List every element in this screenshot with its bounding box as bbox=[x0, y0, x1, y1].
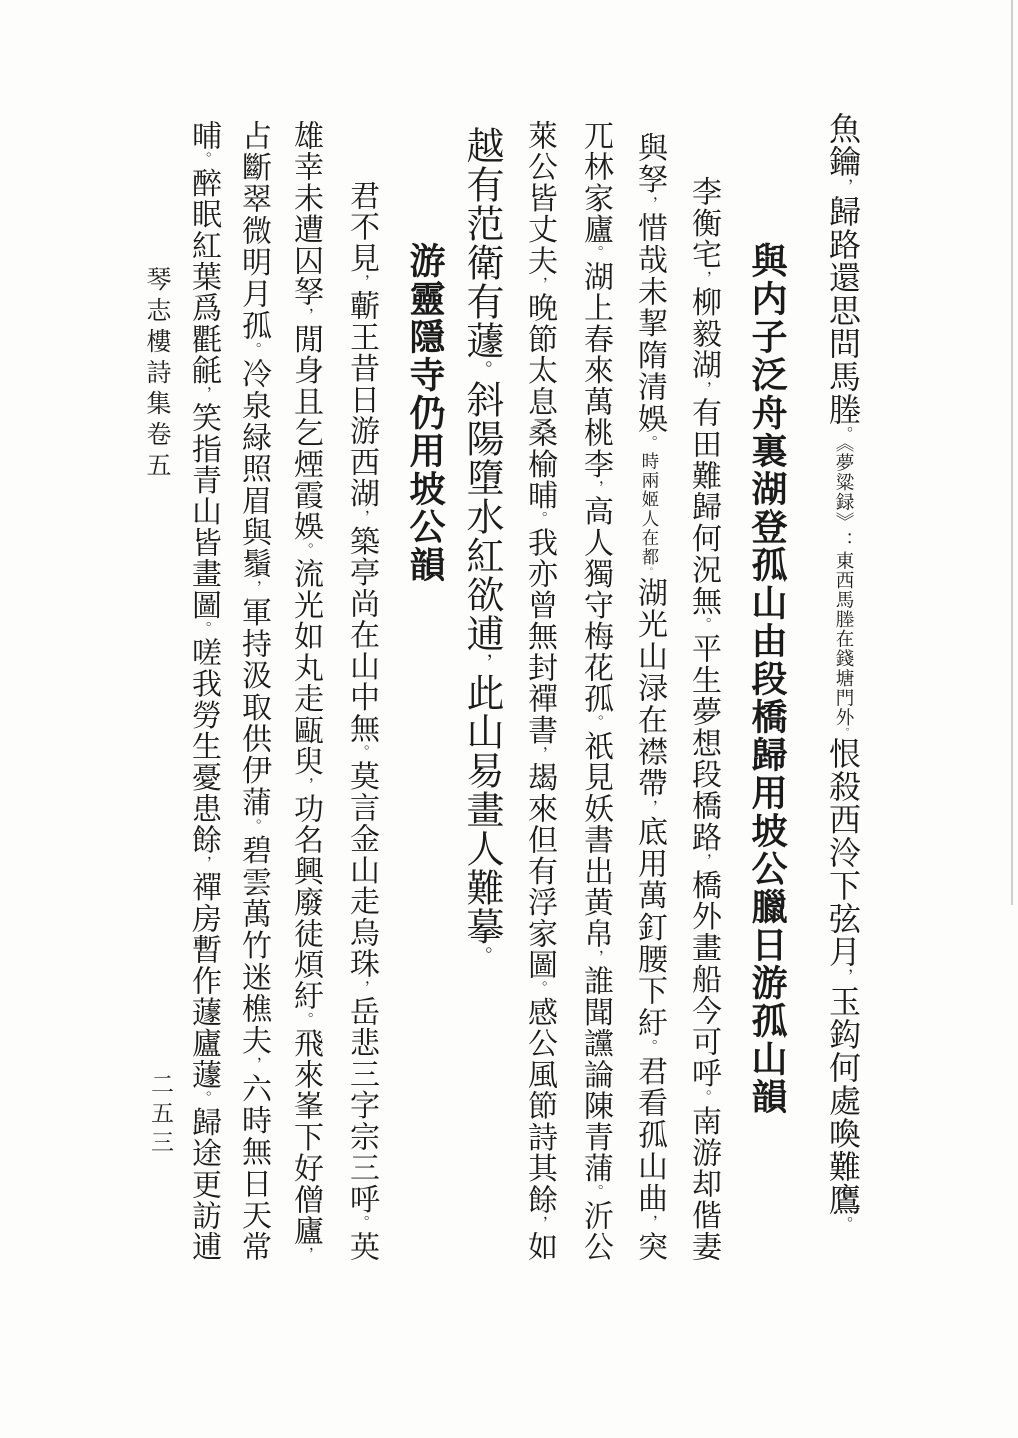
text-column bbox=[226, 120, 280, 1262]
text-segment: 越有范衛有蘧。斜陽墮水紅欲逋，此山易畫人難摹。 bbox=[460, 126, 502, 966]
punctuation: ， bbox=[641, 195, 657, 213]
punctuation: ， bbox=[835, 178, 852, 195]
punctuation: 。 bbox=[353, 1214, 369, 1232]
page-edge-shadow bbox=[1011, 0, 1013, 905]
page-number: 二五三 bbox=[148, 1072, 173, 1159]
punctuation: 。 bbox=[587, 244, 603, 262]
punctuation: ， bbox=[297, 776, 313, 794]
punctuation: 。 bbox=[835, 1216, 852, 1234]
punctuation: 。 bbox=[531, 510, 547, 528]
punctuation: 。 bbox=[587, 714, 603, 731]
text-segment: 兀林家廬。湖上春來萬桃李，高人獨守梅花孤。祇見妖書出黄帛，誰聞讜論陳青蒲。沂公 bbox=[579, 120, 612, 1263]
text-column bbox=[512, 120, 566, 1262]
punctuation: ， bbox=[641, 1214, 657, 1232]
punctuation: 。 bbox=[245, 341, 261, 359]
punctuation: 。 bbox=[531, 980, 547, 997]
punctuation: 。 bbox=[644, 566, 654, 578]
text-segment: 湖光山渌在襟帶，底用萬釘腰下紆。君看孤山曲，突 bbox=[633, 577, 666, 1263]
punctuation: 。 bbox=[297, 542, 313, 559]
book-title-vertical: 琴志樓詩集卷五 bbox=[143, 266, 170, 483]
punctuation: ， bbox=[353, 509, 369, 526]
punctuation: 。 bbox=[641, 1038, 657, 1056]
punctuation: 。 bbox=[245, 818, 261, 835]
punctuation: 。 bbox=[695, 1089, 711, 1106]
text-column bbox=[454, 126, 508, 1262]
punctuation: ， bbox=[531, 1215, 547, 1232]
text-column bbox=[622, 132, 676, 1262]
punctuation: 。 bbox=[641, 434, 657, 452]
text-segment: 占斷翠微明月孤。冷泉緑照眉與鬚，軍持汲取供伊蒲。碧雲萬竹迷樵夫，六時無日天常 bbox=[237, 120, 270, 1263]
text-segment: 游靈隱寺仍用坡公韻 bbox=[405, 242, 445, 584]
punctuation: ， bbox=[531, 745, 547, 762]
punctuation: ， bbox=[195, 385, 211, 403]
text-column bbox=[568, 120, 622, 1262]
punctuation: ， bbox=[641, 799, 657, 817]
punctuation: 。 bbox=[353, 744, 369, 761]
text-segment: 李衡宅，柳毅湖，有田難歸何況無。平生夢想段橋路，橋外畫船今可呼。南游却偕妻 bbox=[687, 176, 720, 1263]
punctuation: 。 bbox=[297, 1011, 313, 1028]
inline-annotation: 時兩姬人在都。 bbox=[639, 451, 659, 578]
text-segment: 晡。醉眠紅葉爲氍毹，笑指青山皆畫圖。嗟我勞生憂患餘，禪房暫作蘧廬蘧。歸途更訪逋 bbox=[187, 120, 220, 1263]
punctuation: ， bbox=[297, 307, 313, 324]
inline-annotation: 《夢粱録》：東西馬塍在錢塘門外。 bbox=[833, 443, 854, 738]
punctuation: ， bbox=[245, 1056, 261, 1073]
punctuation: 。 bbox=[587, 1183, 603, 1201]
punctuation: ， bbox=[587, 479, 603, 496]
punctuation: ， bbox=[245, 579, 261, 597]
poem-title-column bbox=[738, 242, 796, 1262]
text-segment: 與孥，惜哉未挈隋清娛。 bbox=[633, 132, 666, 452]
punctuation: 。 bbox=[835, 426, 852, 443]
punctuation: 。 bbox=[195, 1090, 211, 1107]
punctuation: 。 bbox=[471, 946, 492, 966]
text-column bbox=[278, 120, 332, 1262]
text-column bbox=[176, 120, 230, 1262]
text-segment: 萊公皆丈夫，晚節太息桑榆晡。我亦曾無封禪書，朅來但有浮家圖。感公風節詩其餘，如 bbox=[523, 120, 556, 1263]
text-segment: 君不見，蘄王昔日游西湖，築亭尚在山中無。莫言金山走烏珠，岳悲三字宗三呼。英 bbox=[345, 180, 378, 1263]
punctuation: 。 bbox=[195, 151, 211, 168]
text-segment: 雄幸未遭囚孥，閒身且乞煙霞娛。流光如丸走甌臾，功名興廢徒煩紆。飛來峯下好僧廬， bbox=[289, 120, 322, 1263]
punctuation: 。 bbox=[195, 620, 211, 637]
punctuation: ， bbox=[531, 276, 547, 293]
punctuation: ， bbox=[353, 273, 369, 291]
punctuation: ， bbox=[195, 855, 211, 872]
text-segment: 恨殺西泠下弦月，玉鈎何處喚難鷹。 bbox=[825, 737, 861, 1234]
punctuation: ， bbox=[695, 852, 711, 870]
punctuation: ， bbox=[587, 949, 603, 966]
text-column bbox=[334, 180, 388, 1262]
text-segment: 魚鑰，歸路還思問馬塍。 bbox=[825, 112, 861, 443]
punctuation: ， bbox=[835, 968, 852, 986]
text-column bbox=[816, 112, 870, 1262]
punctuation: 。 bbox=[695, 616, 711, 634]
text-column bbox=[676, 176, 730, 1262]
punctuation: ， bbox=[695, 270, 711, 287]
punctuation: ， bbox=[297, 1246, 313, 1263]
text-segment: 與内子泛舟裏湖登孤山由段橋歸用坡公臘日游孤山韻 bbox=[747, 242, 787, 1116]
punctuation: 。 bbox=[471, 360, 492, 380]
punctuation: ， bbox=[471, 653, 492, 673]
poem-title-column bbox=[396, 242, 454, 1262]
punctuation: 。 bbox=[838, 727, 848, 738]
punctuation: ， bbox=[353, 979, 369, 996]
punctuation: ， bbox=[695, 380, 711, 398]
